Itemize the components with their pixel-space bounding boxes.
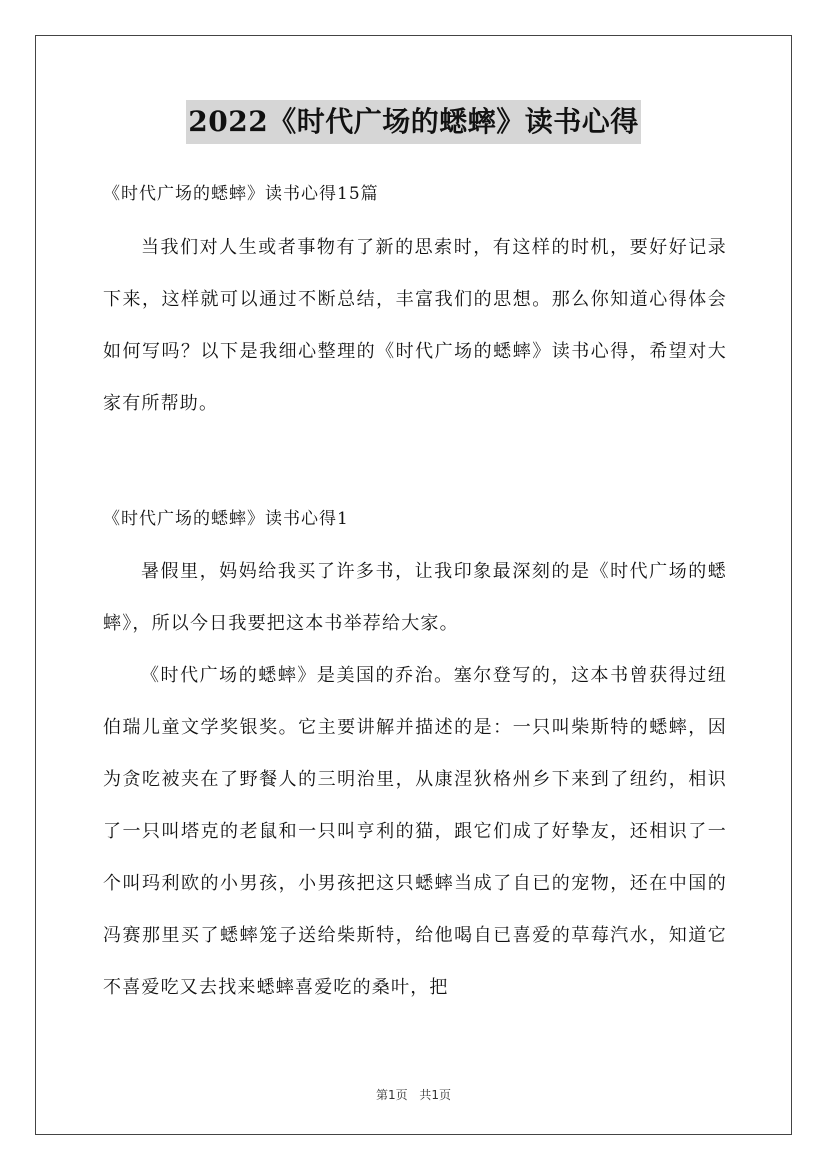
body-paragraph-1: 暑假里，妈妈给我买了许多书，让我印象最深刻的是《时代广场的蟋蟀》，所以今日我要把这本书举荐给大家。 — [103, 561, 727, 634]
page-number-total: 共1页 — [419, 1088, 452, 1102]
document-title: 2022《时代广场的蟋蟀》读书心得 — [186, 100, 640, 144]
page-number-current: 第1页 — [375, 1088, 408, 1102]
section-heading: 《时代广场的蟋蟀》读书心得1 — [103, 509, 349, 529]
document-subtitle: 《时代广场的蟋蟀》读书心得15篇 — [103, 184, 379, 204]
page-footer — [0, 1086, 827, 1103]
title-container — [0, 100, 827, 144]
intro-paragraph: 当我们对人生或者事物有了新的思索时，有这样的时机，要好好记录下来，这样就可以通过不断总结，丰富我们的思想。那么你知道心得体会如何写吗？以下是我细心整理的《时代广场的蟋蟀》读书心得，希望对大家有所帮助。 — [103, 237, 727, 414]
body-paragraph-2: 《时代广场的蟋蟀》是美国的乔治。塞尔登写的，这本书曾获得过纽伯瑞儿童文学奖银奖。它主要讲解并描述的是：一只叫柴斯特的蟋蟀，因为贪吃被夹在了野餐人的三明治里，从康涅狄格州乡下来到了纽约，相识了一只叫塔克的老鼠和一只叫亨利的猫，跟它们成了好挚友，还相识了一个叫玛利欧的小男孩，小男孩把这只蟋蟀当成了自已的宠物，还在中国的冯赛那里买了蟋蟀笼子送给柴斯特，给他喝自已喜爱的草莓汽水，知道它不喜爱吃又去找来蟋蟀喜爱吃的桑叶，把 — [103, 665, 727, 998]
